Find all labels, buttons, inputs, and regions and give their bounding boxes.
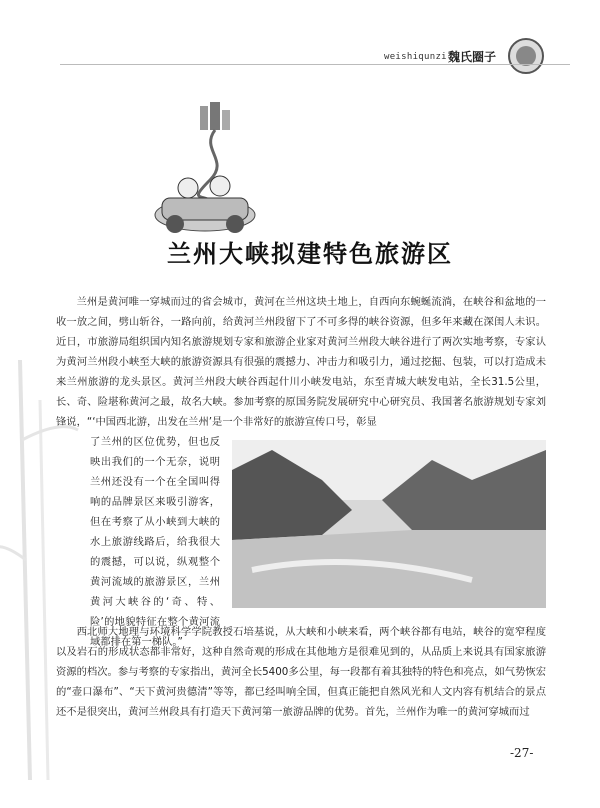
article-paragraph-3: 西北师大地理与环境科学学院教授石培基说，从大峡和小峡来看，两个峡谷都有电站，峡谷的宽窄程度以及岩石的形成状态都非常好，这种自然奇观的形成在其他地方是很难见到的，从品质上来说具有国家旅游资源的档次。参与考察的专家指出，黄河全长5400多公里，每一段都有着其独特的特色和亮点，如气势恢宏的“壶口瀑布”、“天下黄河贵德清”等等，都已经叫响全国，但真正能把自然风光和人文内容有机结合的景点还不是很突出，黄河兰州段具有打造天下黄河第一旅游品牌的优势。首先，兰州作为唯一的黄河穿城而过	[56, 626, 546, 718]
car-cartoon-illustration	[140, 100, 270, 240]
magazine-name-en: weishiqunzi	[384, 52, 447, 62]
page-number: -27-	[510, 746, 534, 760]
magazine-name-cn: 魏氏圈子	[448, 50, 497, 64]
article-paragraph-2: 了兰州的区位优势，但也反映出我们的一个无奈，说明兰州还没有一个在全国叫得响的品牌景区来吸引游客，但在考察了从小峡到大峡的水上旅游线路后，给我很大的震撼，可以说，纵观整个黄河流域的旅游景区，兰州黄河大峡谷的‘奇、特、险’的地貌特征在整个黄河流域都排在第一梯队。”	[90, 436, 220, 648]
magazine-seal-logo	[508, 38, 544, 74]
article-title: 兰州大峡拟建特色旅游区	[167, 239, 453, 268]
header-divider	[60, 64, 570, 65]
page-header	[0, 8, 600, 68]
yellow-river-canyon-photo	[232, 440, 546, 608]
article-paragraph-1: 兰州是黄河唯一穿城而过的省会城市，黄河在兰州这块土地上，自西向东蜿蜒流淌，在峡谷和盆地的一收一放之间，劈山斩谷，一路向前，给黄河兰州段留下了不可多得的峡谷资源，但多年来藏在深闺人未识。近日，市旅游局组织国内知名旅游规划专家和旅游企业家对黄河兰州段大峡谷进行了两次实地考察，专家认为黄河兰州段小峡至大峡的旅游资源具有很强的震撼力、冲击力和吸引力，通过挖掘、包装，可以打造成未来兰州旅游的龙头景区。黄河兰州段大峡谷西起什川小峡发电站，东至青城大峡发电站，全长31.5公里，长、奇、险堪称黄河之最，故名大峡。参加考察的原国务院发展研究中心研究员、我国著名旅游规划专家刘锋说，“‘中国西北游，出发在兰州’是一个非常好的旅游宣传口号，彰显	[56, 296, 546, 428]
bamboo-decoration	[0, 360, 80, 780]
